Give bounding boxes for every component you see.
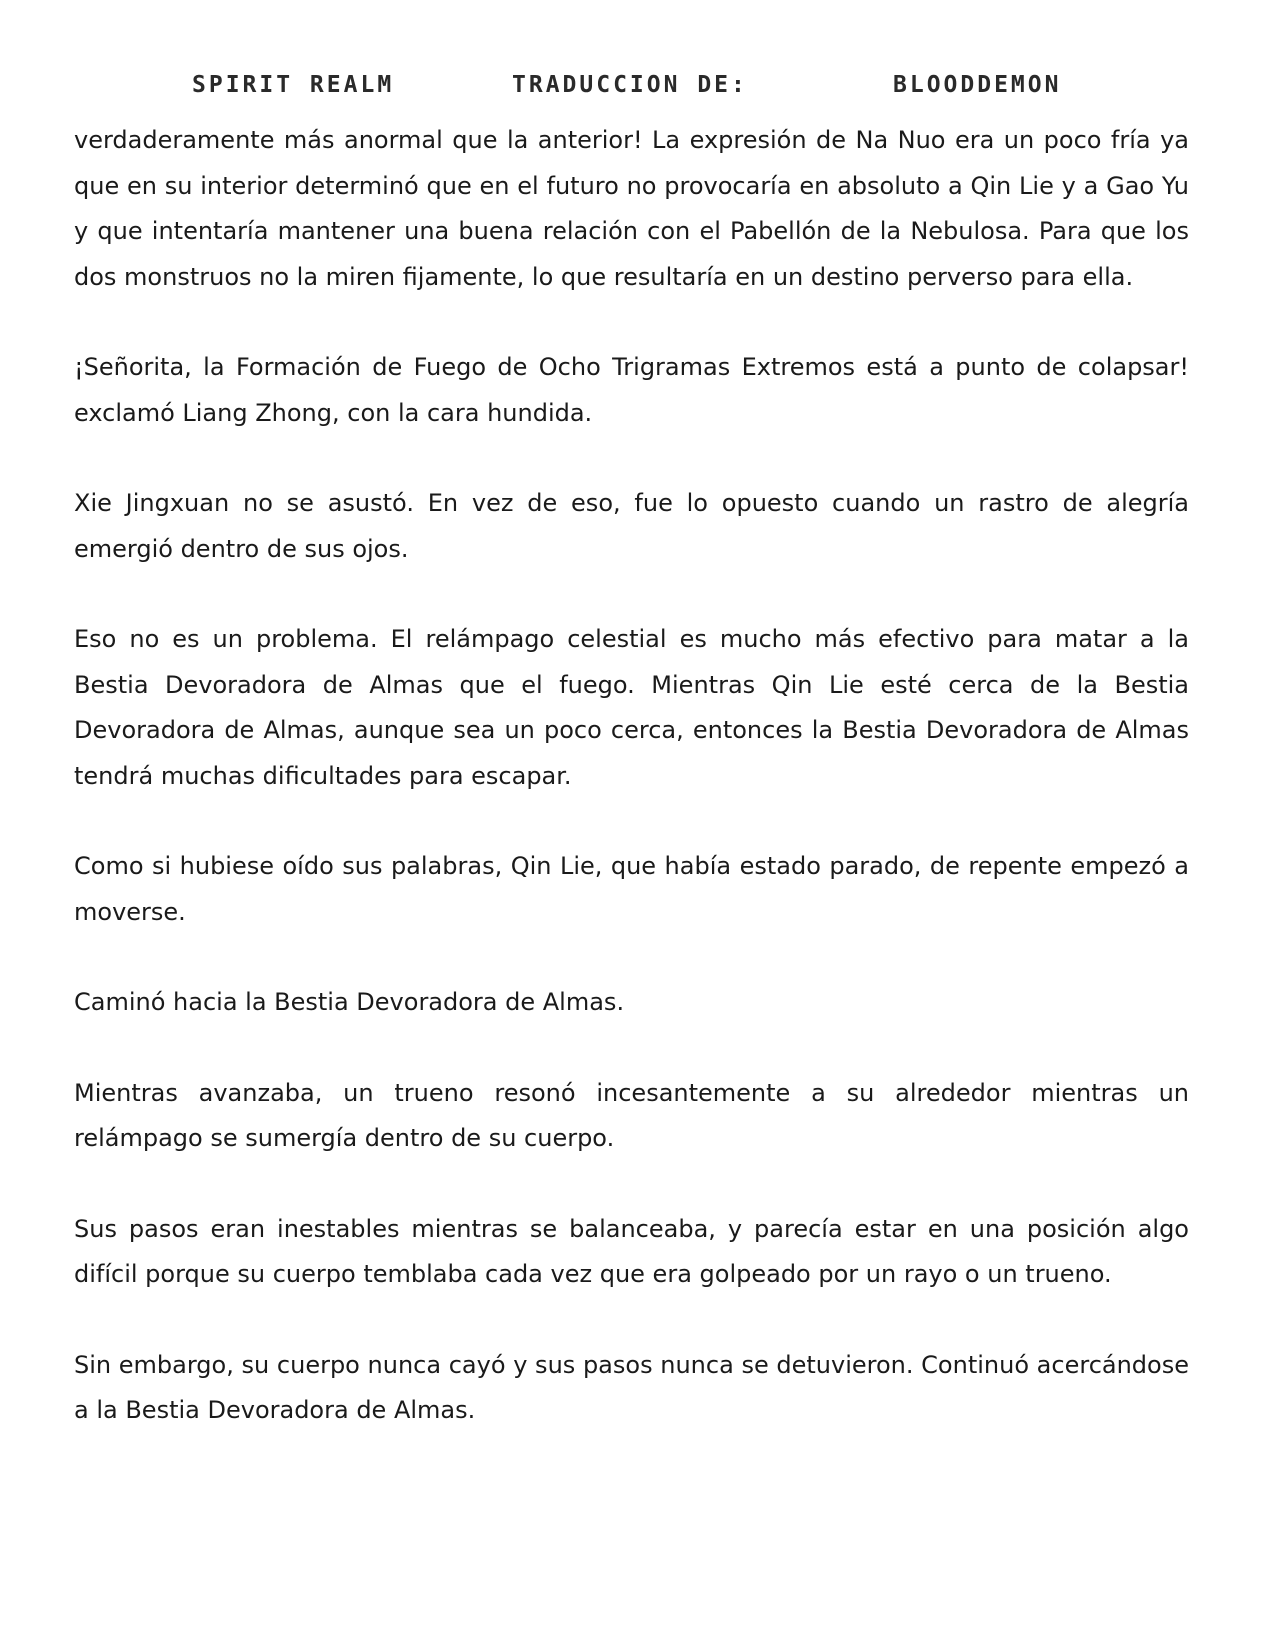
page-header bbox=[0, 72, 1275, 112]
header-translator: BLOODDEMON bbox=[893, 72, 1062, 98]
header-translation-label: TRADUCCION DE: bbox=[512, 72, 748, 98]
paragraph: Caminó hacia la Bestia Devoradora de Almas. bbox=[74, 988, 625, 1016]
paragraph: Eso no es un problema. El relámpago celestial es mucho más efectivo para matar a la Bestia Devoradora de Almas que el fuego. Mientras Qin Lie esté cerca de la Bestia Devoradora de Almas, aunque sea un poco cerca, entonces la Bestia Devoradora de Almas tendrá muchas dificultades para escapar. bbox=[74, 625, 1189, 790]
paragraph: ¡Señorita, la Formación de Fuego de Ocho Trigramas Extremos está a punto de colapsar! exclamó Liang Zhong, con la cara hundida. bbox=[74, 353, 1189, 427]
paragraph: Xie Jingxuan no se asustó. En vez de eso, fue lo opuesto cuando un rastro de alegría emergió dentro de sus ojos. bbox=[74, 489, 1189, 563]
paragraph: Mientras avanzaba, un trueno resonó incesantemente a su alrededor mientras un relámpago se sumergía dentro de su cuerpo. bbox=[74, 1078, 1189, 1152]
paragraph: Sus pasos eran inestables mientras se balanceaba, y parecía estar en una posición algo difícil porque su cuerpo temblaba cada vez que era golpeado por un rayo o un trueno. bbox=[74, 1214, 1189, 1288]
paragraph: Como si hubiese oído sus palabras, Qin Lie, que había estado parado, de repente empezó a moverse. bbox=[74, 852, 1189, 926]
paragraph: verdaderamente más anormal que la anterior! La expresión de Na Nuo era un poco fría ya que en su interior determinó que en el futuro no provocaría en absoluto a Qin Lie y a Gao Yu y que intentaría mantener una buena relación con el Pabellón de la Nebulosa. Para que los dos monstruos no la miren fijamente, lo que resultaría en un destino perverso para ella. bbox=[74, 126, 1189, 291]
document-body bbox=[74, 118, 1189, 1479]
header-title: SPIRIT REALM bbox=[192, 72, 395, 98]
paragraph: Sin embargo, su cuerpo nunca cayó y sus pasos nunca se detuvieron. Continuó acercándose a la Bestia Devoradora de Almas. bbox=[74, 1350, 1189, 1424]
